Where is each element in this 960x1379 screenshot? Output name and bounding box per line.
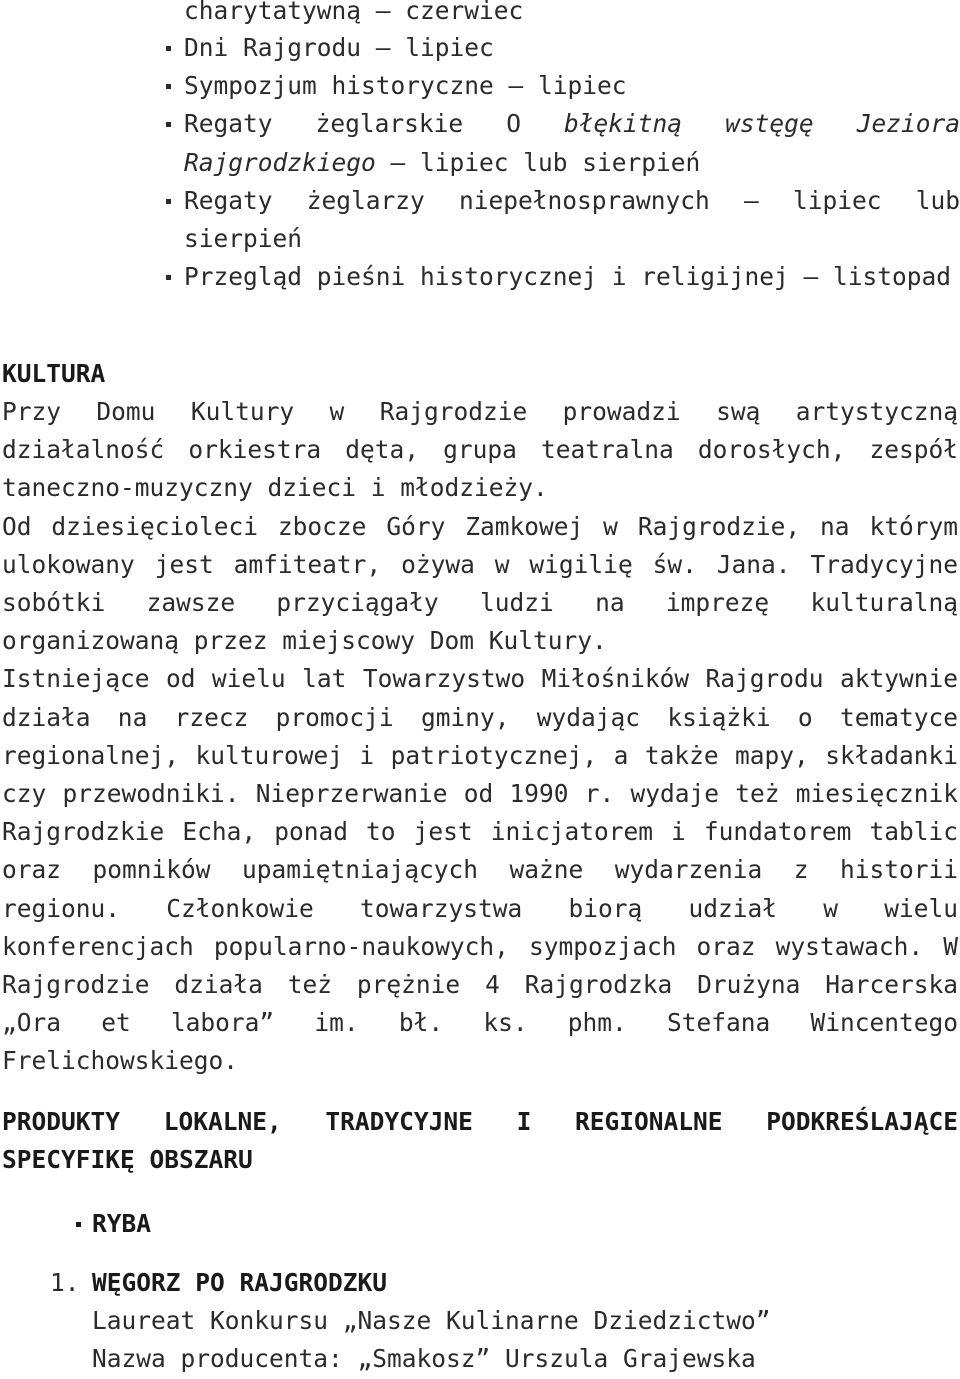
product-title: WĘGORZ PO RAJGRODZKU <box>92 1268 388 1297</box>
category-item: RYBA <box>92 1205 151 1243</box>
item-number: 1. <box>50 1268 80 1297</box>
paragraph: Przy Domu Kultury w Rajgrodzie prowadzi swą artystyczną działalność orkiestra dęta, grupa teatralna dorosłych, zespół taneczno-muzyczny dzieci i młodzieży. <box>2 397 958 503</box>
kultura-body <box>2 393 958 1081</box>
list-item: Przegląd pieśni historycznej i religijnej – listopad <box>160 258 960 296</box>
list-continuation: charytatywną – czerwiec <box>184 0 524 25</box>
list-item: Regaty żeglarskie O błękitną wstęgę Jeziora Rajgrodzkiego – lipiec lub sierpień <box>160 105 960 181</box>
category-list <box>70 1205 151 1243</box>
paragraph: Istniejące od wielu lat Towarzystwo Miłośników Rajgrodu aktywnie działa na rzecz promocji gminy, wydając książki o tematyce regionalnej, kulturowej i patriotycznej, a także mapy, składanki czy przewodniki. Nieprzerwanie od 1990 r. wydaje też miesięcznik Rajgrodzkie Echa, ponad to jest inicjatorem i fundatorem tablic oraz pomników upamiętniających ważne wydarzenia z historii regionu. Członkowie towarzystwa biorą udział w wielu konferencjach popularno-naukowych, sympozjach oraz wystawach. W Rajgrodzie działa też prężnie 4 Rajgrodzka Drużyna Harcerska „Ora et labora” im. bł. ks. phm. Stefana Wincentego Frelichowskiego. <box>2 664 958 1076</box>
product-award: Laureat Konkursu „Nasze Kulinarne Dziedzictwo” <box>92 1306 771 1336</box>
kultura-heading: KULTURA <box>2 359 106 388</box>
products-heading: PRODUKTY LOKALNE, TRADYCYJNE I REGIONALNE PODKREŚLAJĄCE SPECYFIKĘ OBSZARU <box>2 1107 958 1175</box>
list-item: Sympozjum historyczne – lipiec <box>160 67 960 105</box>
italic-title: błękitną wstęgę Jeziora Rajgrodzkiego <box>184 109 960 177</box>
list-item: Regaty żeglarzy niepełnosprawnych – lipiec lub sierpień <box>160 182 960 258</box>
events-list <box>160 29 960 296</box>
paragraph: Od dziesięcioleci zbocze Góry Zamkowej w Rajgrodzie, na którym ulokowany jest amfiteatr, ożywa w wigilię św. Jana. Tradycyjne sobótki zawsze przyciągały ludzi na imprezę kulturalną organizowaną przez miejscowy Dom Kultury. <box>2 511 958 656</box>
product-producer: Nazwa producenta: „Smakosz” Urszula Grajewska <box>92 1344 756 1374</box>
list-item: Dni Rajgrodu – lipiec <box>160 29 960 67</box>
